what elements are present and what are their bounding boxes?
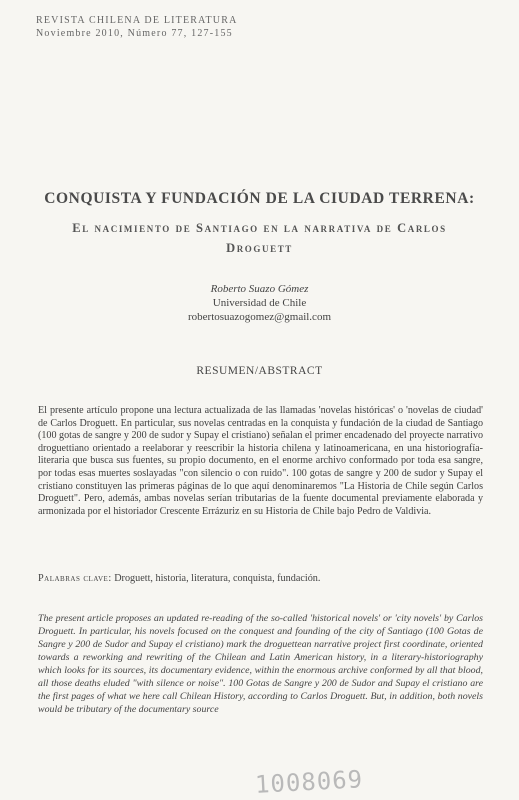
paper-title: CONQUISTA Y FUNDACIÓN DE LA CIUDAD TERRENA: [44,190,475,207]
abstract-english-text: The present article proposes an updated re-reading of the so-called 'historical novels' or 'city novels' by Carlos Droguett. In particular, his novels focused on the conquest and founding of the city of Santiago (100 Gotas de Sangre y 200 de Sudor and Supay el cristiano) mark the droguettean narrative project first coordinate, oriented towards a reworking and rewriting of the Chilean and Latin American history, in a literary-historiography which looks for its sources, its documentary evidence, within the enormous archive conformed by all that blood, all those deaths eluded "with silence or noise". 100 Gotas de Sangre y 200 de Sudor and Supay el cristiano are the first pages of what we here call Chilean History, according to Carlos Droguett. But, in addition, both novels would be tributary of the documentary source [38,613,483,715]
abstract-spanish [38,405,483,518]
author-block [0,282,519,324]
author-name: Roberto Suazo Gómez [210,283,309,295]
catalog-stamp: 1008069 [254,765,364,799]
section-heading: RESUMEN/ABSTRACT [196,365,323,377]
abstract-spanish-text: El presente artículo propone una lectura actualizada de las llamadas 'novelas históricas' o 'novelas de ciudad' de Carlos Droguett. En particular, sus novelas centradas en la conquista y fundación de la ciudad de Santiago (100 gotas de sangre y 200 de sudor y Supay el cristiano) señalan el primer encadenado del proyecte narrativo droguettiano orientado a reelaborar y reescribir la historia chilena y latinoamericana, en una historiografía-literaria que busca sus fuentes, su propio documento, en el enorme archivo conformado por toda esa sangre, por todas esas muertes soslayadas "con silencio o con ruido". 100 gotas de sangre y 200 de sudor y Supay el cristiano constituyen las primeras páginas de lo que aquí denominaremos "La Historia de Chile según Carlos Droguett". Pero, además, ambas novelas serían tributarias de la fuente documental previamente elaborada y armonizada por el historiador Crescente Errázuriz en su Historia de Chile bajo Pedro de Valdivia. [38,405,483,517]
abstract-english [38,612,483,716]
author-affiliation: Universidad de Chile [212,297,307,309]
journal-issue: Noviembre 2010, Número 77, 127-155 [36,28,233,39]
keywords-label: Palabras clave: [38,573,112,584]
keywords-text: Droguett, historia, literatura, conquista, fundación. [114,573,321,584]
keywords [38,573,483,584]
journal-header [36,14,238,40]
author-email: robertosuazogomez@gmail.com [188,311,331,323]
title-block [30,190,489,258]
paper-subtitle: El nacimiento de Santiago en la narrativa de Carlos Droguett [72,221,447,255]
journal-name: REVISTA CHILENA DE LITERATURA [36,15,238,26]
